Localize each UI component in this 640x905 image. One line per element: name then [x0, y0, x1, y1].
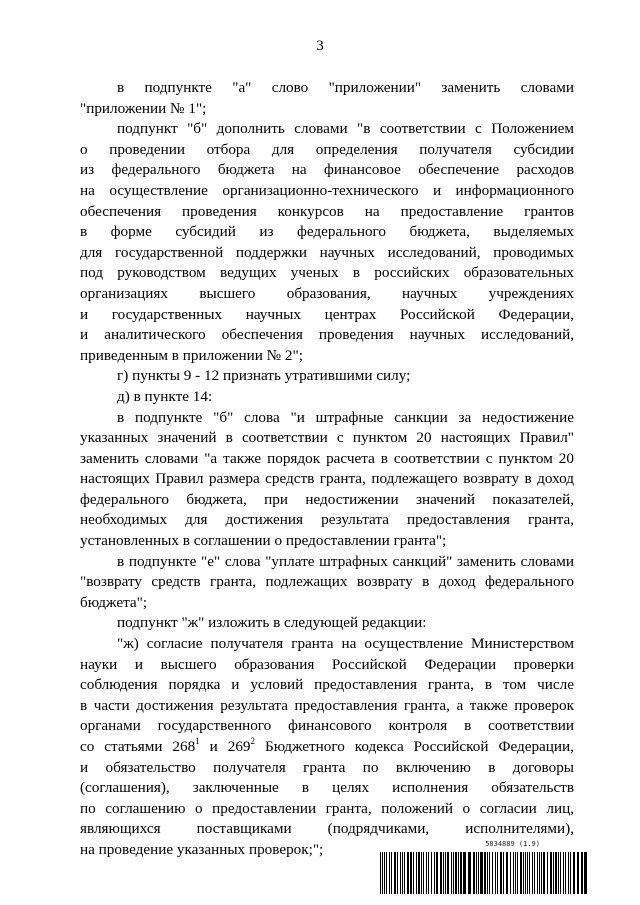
text-line: (соглашения), заключенные в целях исполнения обязательств — [80, 779, 574, 797]
text-line: федерального бюджета, при недостижении значений показателей, — [80, 490, 574, 508]
text-line: заменить словами "а также порядок расчета в соответствии с пунктом 20 — [80, 449, 574, 467]
text-line: необходимых для достижения результата предоставления гранта, — [80, 511, 574, 529]
text-line: для государственной поддержки научных исследований, проводимых — [80, 243, 574, 261]
text-fragment: со статьями 268 — [80, 738, 196, 755]
barcode-icon — [380, 852, 588, 894]
text-line: настоящих Правил размера средств гранта, подлежащего возврату в доход — [80, 470, 574, 488]
text-line: в форме субсидий из федерального бюджета, выделяемых — [80, 223, 574, 241]
text-line: под руководством ведущих ученых в российских образовательных — [80, 264, 574, 282]
text-fragment: Бюджетного кодекса Российской Федерации, — [255, 738, 574, 755]
text-line: на осуществление организационно-технического и информационного — [80, 181, 574, 199]
text-line: в части достижения результата предоставления гранта, а также проверок — [80, 696, 574, 714]
text-line: бюджета"; — [80, 593, 148, 611]
text-line: г) пункты 9 - 12 признать утратившими силу; — [117, 367, 411, 385]
barcode-block — [380, 840, 588, 896]
text-line: "приложении № 1"; — [80, 99, 207, 117]
superscript: 1 — [195, 735, 200, 746]
text-line: в подпункте "е" слова "уплате штрафных санкций" заменить словами — [117, 552, 574, 570]
text-line: являющихся поставщиками (подрядчиками, исполнителями), — [80, 820, 574, 838]
text-fragment: и 269 — [199, 738, 251, 755]
text-line: из федерального бюджета на финансовое обеспечение расходов — [80, 161, 574, 179]
text-line: "возврату средств гранта, подлежащих возврату в доход федерального — [80, 573, 574, 591]
text-line: по соглашению о предоставлении гранта, положений о согласии лиц, — [80, 799, 574, 817]
text-line: в подпункте "а" слово "приложении" заменить словами — [117, 79, 574, 96]
text-line: о проведении отбора для определения получателя субсидии — [80, 140, 574, 158]
text-line: приведенным в приложении № 2"; — [80, 346, 303, 364]
text-line: соблюдения порядка и условий предоставления гранта, в том числе — [80, 676, 574, 694]
text-line: д) в пункте 14: — [117, 387, 213, 405]
text-line: и обязательство получателя гранта по включению в договоры — [80, 758, 574, 776]
text-line: подпункт "ж" изложить в следующей редакции: — [117, 614, 427, 632]
text-line: обеспечения проведения конкурсов на предоставление грантов — [80, 202, 574, 220]
text-line: органами государственного финансового контроля в соответствии — [80, 717, 574, 735]
text-line: "ж) согласие получателя гранта на осуществление Министерством — [117, 635, 574, 653]
text-line: подпункт "б" дополнить словами "в соответствии с Положением — [117, 120, 574, 138]
page-number: 3 — [316, 38, 324, 54]
text-line: на проведение указанных проверок;"; — [80, 840, 324, 858]
text-line: и аналитического обеспечения проведения научных исследований, — [80, 326, 574, 344]
superscript: 2 — [250, 735, 256, 746]
text-line: в подпункте "б" слова "и штрафные санкции за недостижение — [117, 408, 574, 426]
barcode-caption: 5834889 (1.9) — [485, 840, 540, 848]
text-line: указанных значений в соответствии с пунктом 20 настоящих Правил" — [80, 429, 574, 447]
text-line — [80, 737, 574, 758]
text-line: организациях высшего образования, научных учреждениях — [80, 284, 574, 302]
text-line: и государственных научных центрах Российской Федерации, — [80, 305, 574, 323]
document-body — [80, 78, 574, 861]
text-line: науки и высшего образования Российской Федерации проверки — [80, 655, 574, 673]
text-line: установленных в соглашении о предоставлении гранта"; — [80, 532, 447, 550]
